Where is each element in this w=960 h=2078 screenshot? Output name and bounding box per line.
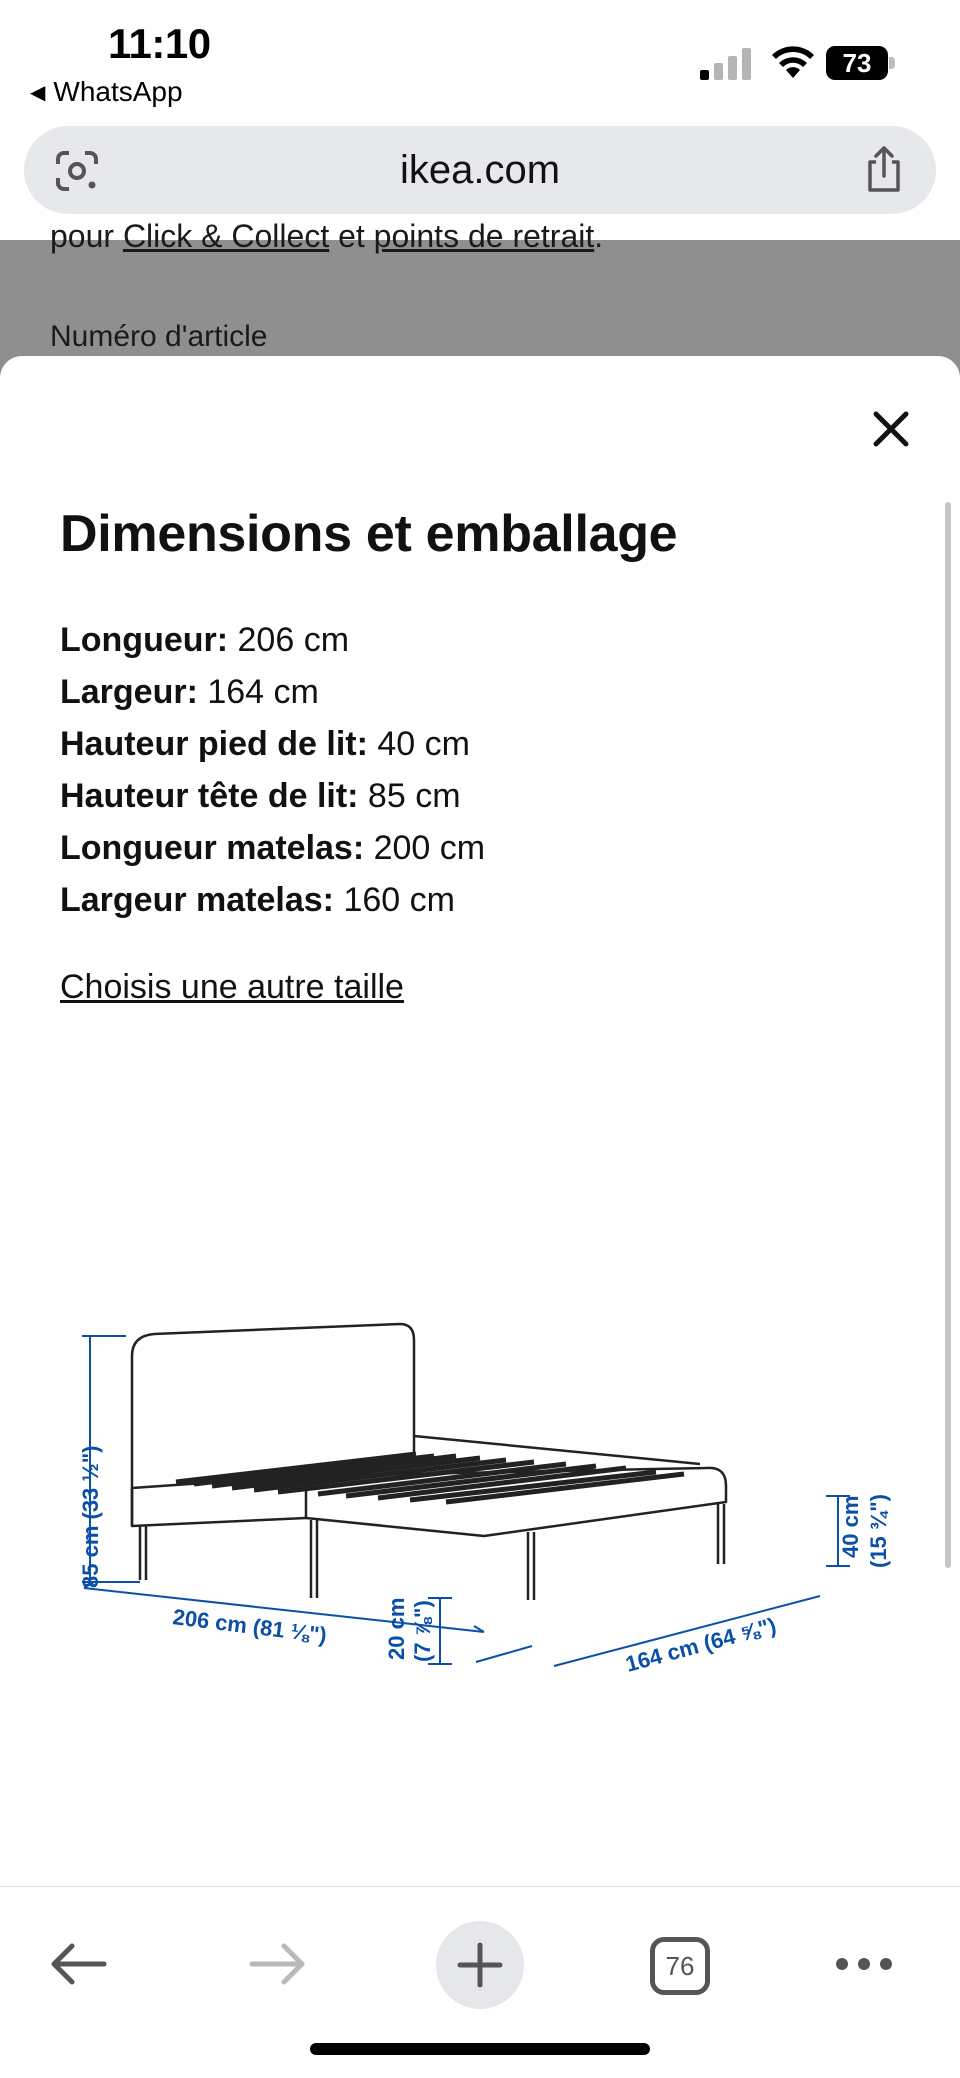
- battery-icon: [826, 46, 896, 80]
- dimension-value: 40 cm: [367, 725, 470, 763]
- pickup-points-link: points de retrait: [373, 218, 595, 254]
- more-dots-icon[interactable]: [834, 1949, 894, 1979]
- dimension-row: [60, 822, 485, 874]
- sheet-title: Dimensions et emballage: [60, 505, 678, 563]
- tab-switcher-button[interactable]: 76: [650, 1937, 710, 1995]
- battery-level: 73: [826, 46, 888, 80]
- dimension-row: [60, 614, 485, 666]
- plus-icon: [458, 1943, 502, 1987]
- dimension-row: [60, 770, 485, 822]
- pickup-text: pour Click & Collect et points de retrait.: [50, 218, 604, 254]
- share-icon[interactable]: [862, 146, 906, 194]
- address-bar[interactable]: [24, 126, 936, 214]
- back-arrow-icon[interactable]: [48, 1939, 108, 1989]
- article-number-label: Numéro d'article: [50, 320, 268, 353]
- status-bar: [0, 0, 960, 120]
- background-page: [0, 218, 960, 360]
- width-label: 164 cm (64 ⅝"): [622, 1612, 779, 1677]
- status-time: 11:10: [108, 20, 211, 67]
- forward-arrow-icon[interactable]: [248, 1939, 308, 1989]
- dimension-row: [60, 718, 485, 770]
- dimension-value: 160 cm: [334, 881, 455, 919]
- back-to-app-link[interactable]: [30, 76, 183, 108]
- dimensions-sheet: [0, 356, 960, 1886]
- foot-height-cm-label: 40 cm: [838, 1495, 863, 1558]
- dimension-value: 206 cm: [228, 621, 350, 659]
- dimension-value: 200 cm: [364, 829, 486, 867]
- dimension-label: Hauteur tête de lit:: [60, 777, 359, 815]
- choose-other-size-link[interactable]: Choisis une autre taille: [60, 968, 404, 1006]
- headboard-height-label: 85 cm (33 ½"): [78, 1445, 103, 1588]
- wifi-icon: [770, 44, 816, 80]
- dimension-row: [60, 666, 485, 718]
- scrollbar[interactable]: [945, 502, 951, 1568]
- dimension-label: Largeur:: [60, 673, 198, 711]
- back-triangle-icon: ◀: [30, 81, 46, 104]
- length-label: 206 cm (81 ⅛"): [171, 1604, 329, 1648]
- dimension-value: 85 cm: [358, 777, 461, 815]
- clearance-cm-label: 20 cm: [384, 1597, 409, 1660]
- foot-height-in-label: (15 ¾"): [866, 1493, 891, 1568]
- new-tab-button[interactable]: [436, 1921, 524, 2009]
- back-app-label: WhatsApp: [53, 76, 183, 107]
- close-icon[interactable]: [868, 406, 914, 452]
- dimension-label: Hauteur pied de lit:: [60, 725, 368, 763]
- browser-toolbar: [0, 1886, 960, 2078]
- dimension-label: Largeur matelas:: [60, 881, 334, 919]
- dimensions-list: [60, 614, 485, 926]
- url-text[interactable]: ikea.com: [399, 148, 561, 192]
- bed-dimension-drawing: [60, 1296, 900, 1676]
- bed-slats: [176, 1454, 684, 1502]
- home-indicator[interactable]: [310, 2043, 650, 2055]
- dimension-label: Longueur matelas:: [60, 829, 365, 867]
- cellular-signal-icon: [700, 48, 752, 80]
- dimension-row: [60, 874, 485, 926]
- click-collect-link: Click & Collect: [122, 218, 330, 254]
- dimension-value: 164 cm: [197, 673, 319, 711]
- dimension-label: Longueur:: [60, 621, 229, 659]
- clearance-in-label: (7 ⅞"): [410, 1600, 435, 1662]
